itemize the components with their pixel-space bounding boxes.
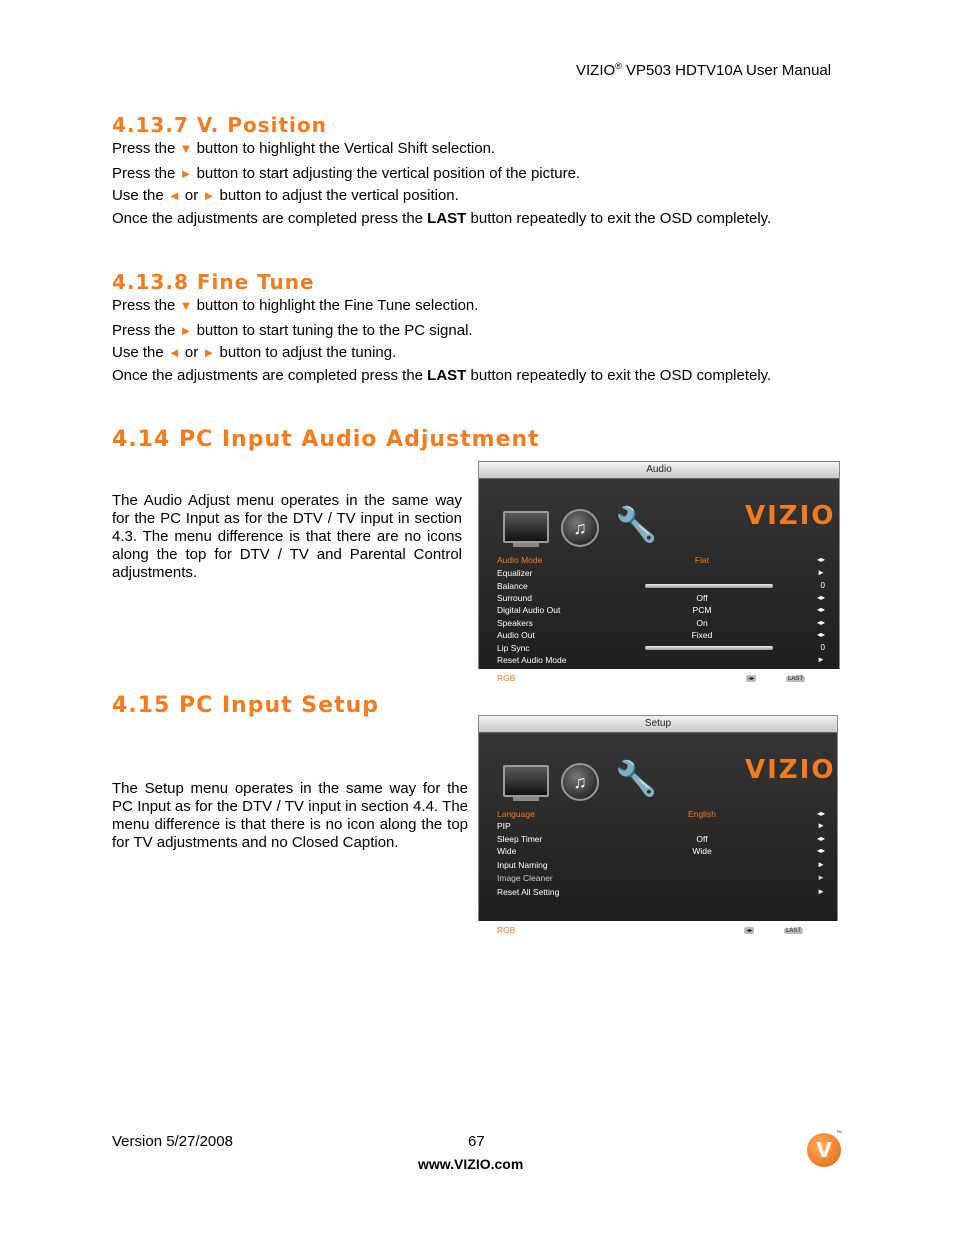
heading-4-13-8: 4.13.8 Fine Tune [112, 270, 315, 294]
osd-row-wide: Wide Wide ◂▸ [497, 846, 825, 856]
balance-slider [645, 584, 773, 588]
registered-mark: ® [615, 61, 622, 71]
osd-row-audio-mode: Audio Mode Flat ◂▸ [497, 555, 825, 565]
setup-description: The Setup menu operates in the same way for the PC Input as for the DTV / TV input in section 4.4. The menu difference is that there is no icon along the top for TV adjustments and no Closed Caption. [112, 780, 468, 851]
osd-row-digital-audio-out: Digital Audio Out PCM ◂▸ [497, 605, 825, 615]
osd-row-reset-audio-mode: Reset Audio Mode ► [497, 655, 825, 665]
source-label: RGB [497, 673, 516, 683]
right-arrow-icon: ► [179, 166, 193, 181]
left-arrow-icon: ◄ [167, 345, 181, 360]
down-arrow-icon: ▼ [179, 298, 193, 313]
source-label: RGB [497, 925, 516, 935]
osd-row-speakers: Speakers On ◂▸ [497, 618, 825, 628]
osd-title-bar: Setup [479, 716, 837, 733]
fine-line-2: Press the ► button to start tuning the to the PC signal. [112, 322, 473, 339]
vizio-v-logo: V [807, 1133, 841, 1167]
back-label: Back [806, 925, 825, 935]
vpos-line-2: Press the ► button to start adjusting the vertical position of the picture. [112, 165, 581, 182]
fine-line-1: Press the ▼ button to highlight the Fine Tune selection. [112, 297, 479, 314]
osd-row-reset-all-setting: Reset All Setting ► [497, 887, 825, 897]
wrench-icon: 🔧 [615, 505, 658, 545]
last-button-text: LAST [427, 210, 467, 227]
osd-row-equalizer: Equalizer ► [497, 568, 825, 578]
select-label: Select [757, 925, 782, 935]
down-arrow-icon: ▼ [179, 141, 193, 156]
vpos-line-4: Once the adjustments are completed press the LAST button repeatedly to exit the OSD completely. [112, 210, 772, 227]
heading-4-14: 4.14 PC Input Audio Adjustment [112, 427, 540, 452]
tv-icon [503, 511, 549, 543]
version-text: Version 5/27/2008 [112, 1133, 233, 1150]
osd-row-surround: Surround Off ◂▸ [497, 593, 825, 603]
left-arrow-icon: ◄ [167, 188, 181, 203]
select-label: Select [759, 673, 784, 683]
right-arrow-icon: ► [202, 345, 216, 360]
brand-text: VIZIO [576, 62, 616, 79]
heading-4-13-7: 4.13.7 V. Position [112, 113, 327, 137]
fine-line-4: Once the adjustments are completed press the LAST button repeatedly to exit the OSD completely. [112, 367, 772, 384]
osd-row-audio-out: Audio Out Fixed ◂▸ [497, 630, 825, 640]
vpos-line-3: Use the ◄ or ► button to adjust the vertical position. [112, 187, 459, 204]
tv-stand-icon [513, 797, 539, 801]
right-arrow-icon: ► [179, 323, 193, 338]
vpos-line-1: Press the ▼ button to highlight the Vertical Shift selection. [112, 140, 496, 157]
vizio-logo: VIZIO [745, 501, 836, 531]
osd-row-language: Language English ◂▸ [497, 809, 825, 819]
osd-row-balance: Balance 0 [497, 581, 825, 591]
fine-line-3: Use the ◄ or ► button to adjust the tuning. [112, 344, 397, 361]
music-icon: ♫ [561, 509, 599, 547]
last-button-text: LAST [427, 367, 467, 384]
updown-icon: ◂▸ [746, 928, 753, 934]
last-button-icon: LAST [786, 928, 802, 934]
tv-stand-icon [513, 543, 539, 547]
manual-title-text: VP503 HDTV10A User Manual [621, 62, 832, 79]
manual-title [576, 61, 831, 79]
audio-osd-screenshot [478, 461, 840, 683]
last-button-icon: LAST [788, 676, 804, 682]
heading-4-15: 4.15 PC Input Setup [112, 693, 379, 718]
trademark-mark: TM [836, 1129, 842, 1134]
setup-osd-screenshot [478, 715, 838, 935]
osd-title-bar: Audio [479, 462, 839, 479]
back-label: Back [808, 673, 827, 683]
page-number: 67 [468, 1133, 485, 1150]
right-arrow-icon: ► [202, 188, 216, 203]
vizio-logo: VIZIO [745, 755, 836, 785]
website-url: www.VIZIO.com [418, 1156, 524, 1172]
osd-row-sleep-timer: Sleep Timer Off ◂▸ [497, 834, 825, 844]
audio-description: The Audio Adjust menu operates in the same way for the PC Input as for the DTV / TV input in section 4.3. The menu difference is that there are no icons along the top for DTV / TV and Parental Control adjustments. [112, 492, 462, 581]
osd-row-lip-sync: Lip Sync 0 [497, 643, 825, 653]
osd-row-image-cleaner: Image Cleaner ► [497, 873, 825, 883]
updown-icon: ◂▸ [748, 676, 755, 682]
tv-icon [503, 765, 549, 797]
osd-row-input-naming: Input Naming ► [497, 860, 825, 870]
music-icon: ♫ [561, 763, 599, 801]
osd-row-pip: PIP ► [497, 821, 825, 831]
lip-sync-slider [645, 646, 773, 650]
wrench-icon: 🔧 [615, 759, 658, 799]
